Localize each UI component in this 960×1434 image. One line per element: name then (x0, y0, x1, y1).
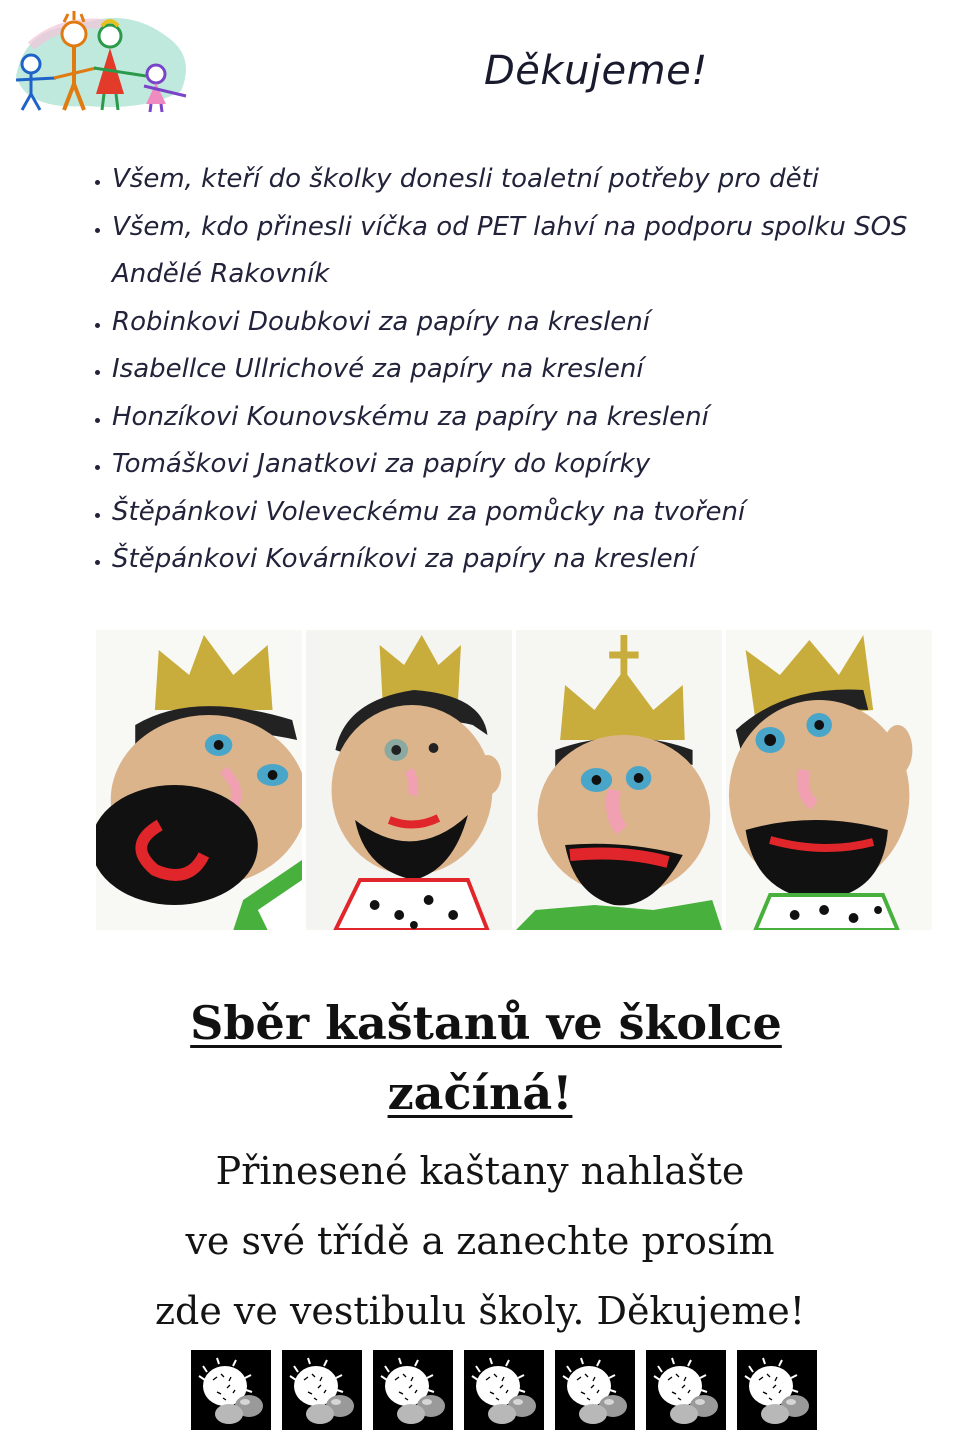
king-drawing-3 (516, 630, 722, 930)
chestnut-icon (191, 1350, 271, 1430)
thanks-list (78, 156, 960, 584)
chestnut-title-line1: Sběr kaštanů ve školce (190, 996, 782, 1050)
chestnut-title-line2: začíná! (387, 1066, 573, 1120)
chestnut-icon (373, 1350, 453, 1430)
king-drawing-2 (306, 630, 512, 930)
list-item: • Honzíkovi Kounovskému za papíry na kreslení (112, 394, 960, 442)
king-drawing-1 (96, 630, 302, 930)
kindergarten-logo (6, 6, 196, 116)
list-item: • Tomáškovi Janatkovi za papíry do kopírky (112, 441, 960, 489)
children-drawings (96, 630, 932, 930)
chestnut-icon (282, 1350, 362, 1430)
chestnut-text-line1: Přinesené kaštany nahlašte (215, 1149, 745, 1193)
chestnut-text-line3: zde ve vestibulu školy. Děkujeme! (155, 1289, 805, 1333)
chestnut-icon (737, 1350, 817, 1430)
chestnut-icon (555, 1350, 635, 1430)
king-drawing-4 (726, 630, 932, 930)
thanks-title: Děkujeme! (484, 48, 708, 94)
list-item: • Všem, kdo přinesli víčka od PET lahví na podporu spolku SOS Andělé Rakovník (112, 204, 960, 299)
list-item: • Všem, kteří do školky donesli toaletní potřeby pro děti (112, 156, 960, 204)
list-item: • Isabellce Ullrichové za papíry na kreslení (112, 346, 960, 394)
chestnut-icon (464, 1350, 544, 1430)
list-item: • Robinkovi Doubkovi za papíry na kreslení (112, 299, 960, 347)
list-item: • Štěpánkovi Kovárníkovi za papíry na kreslení (112, 536, 960, 584)
list-item: • Štěpánkovi Voleveckému za pomůcky na tvoření (112, 489, 960, 537)
chestnut-icon (646, 1350, 726, 1430)
chestnut-icon-row (191, 1350, 817, 1430)
chestnut-text-line2: ve své třídě a zanechte prosím (185, 1219, 775, 1263)
